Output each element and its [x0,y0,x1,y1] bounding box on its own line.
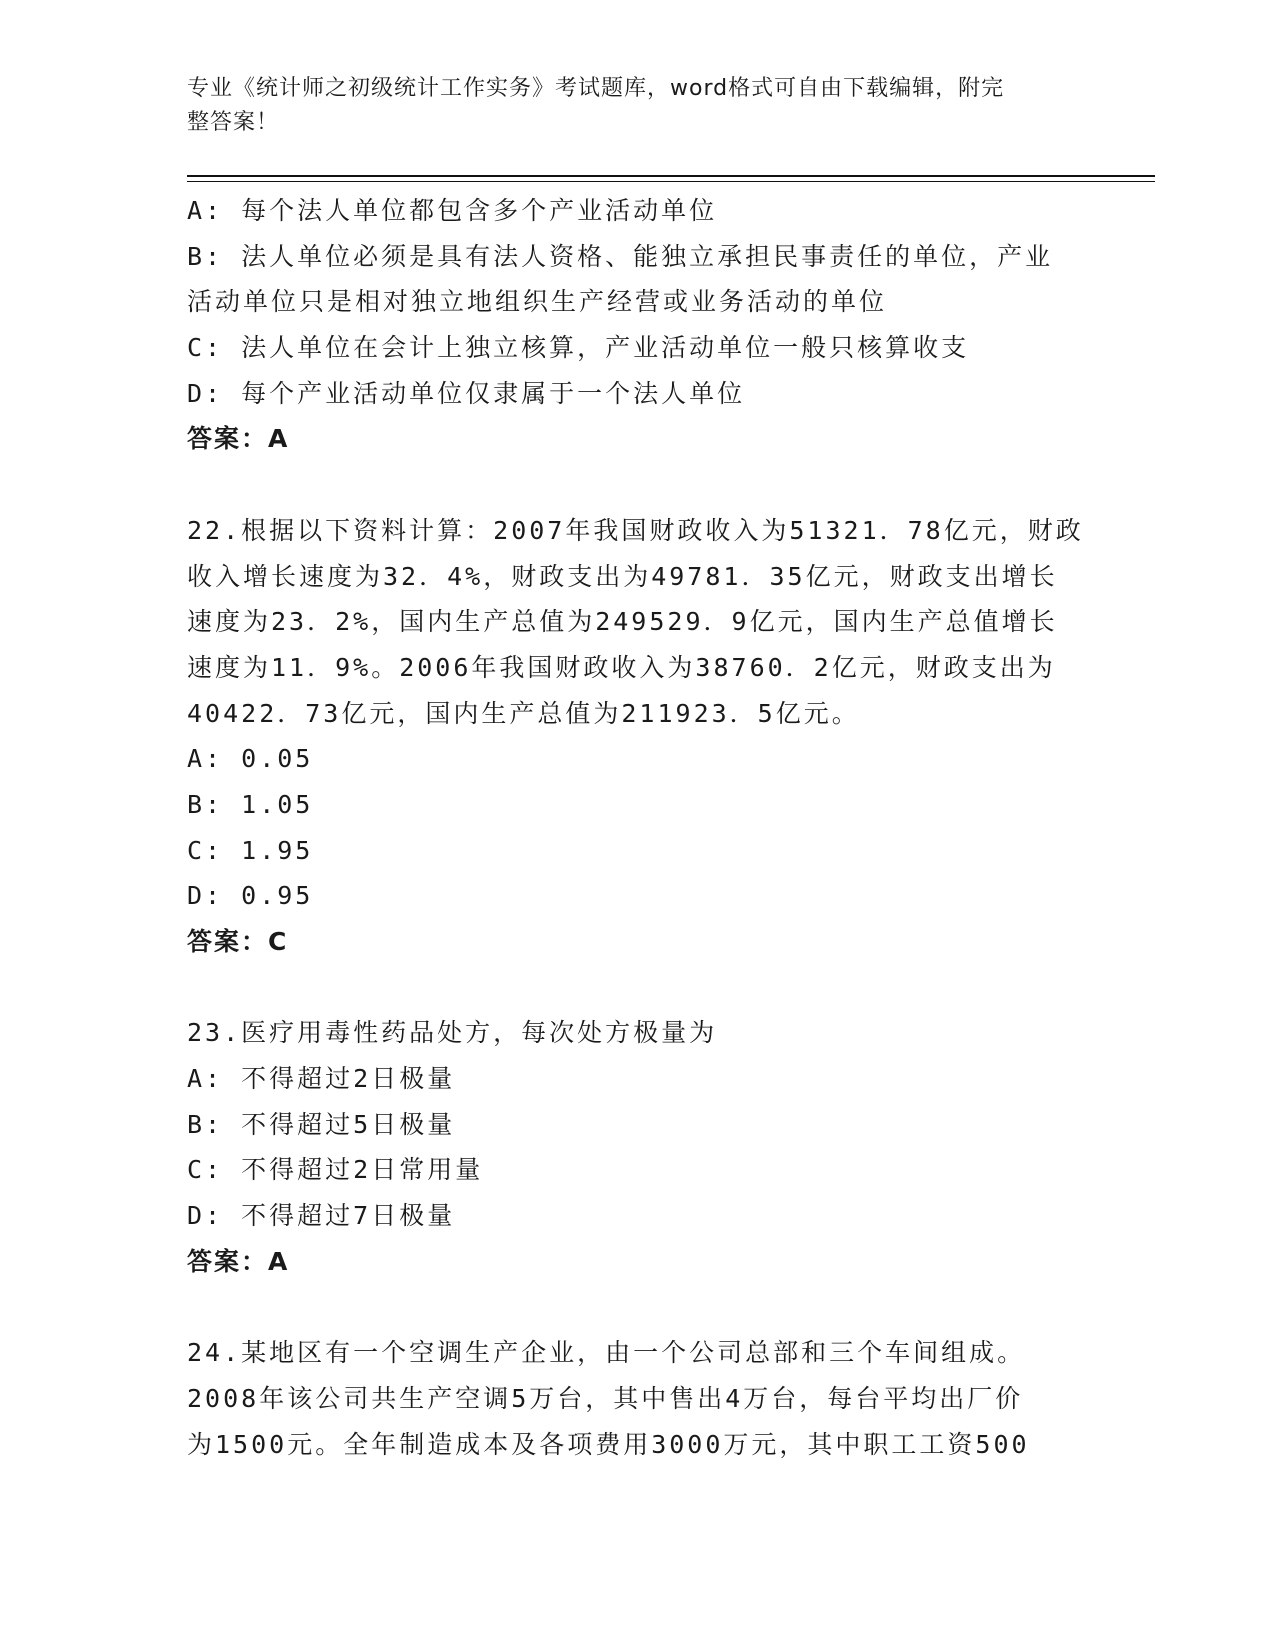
header-line-2: 整答案！ [187,110,280,135]
q21-option-b-line-1: B: 法人单位必须是具有法人资格、能独立承担民事责任的单位，产业 [187,241,1054,271]
q22-stem-line-5: 40422．73亿元，国内生产总值为211923．5亿元。 [187,698,860,728]
q24-stem-line-2: 2008年该公司共生产空调5万台，其中售出4万台，每台平均出厂价 [187,1383,1024,1413]
question-content [187,188,1087,1467]
header-divider-thin [187,181,1155,182]
q22-stem-line-4: 速度为11．9%。2006年我国财政收入为38760．2亿元，财政支出为 [187,652,1056,682]
q22-option-a: A: 0.05 [187,744,314,774]
spacer [187,462,1087,508]
page-header [187,72,1087,140]
q21-option-d: D: 每个产业活动单位仅隶属于一个法人单位 [187,378,746,408]
q23-option-b: B: 不得超过5日极量 [187,1109,456,1139]
q21-option-a: A: 每个法人单位都包含多个产业活动单位 [187,196,718,225]
q22-option-d: D: 0.95 [187,881,314,911]
q22-stem-line-3: 速度为23．2%，国内生产总值为249529．9亿元，国内生产总值增长 [187,607,1058,637]
q22-stem-line-2: 收入增长速度为32．4%，财政支出为49781．35亿元，财政支出增长 [187,561,1058,591]
question-21-block [187,188,1087,462]
header-line-1: 专业《统计师之初级统计工作实务》考试题库，word格式可自由下载编辑，附完 [187,76,1005,101]
q21-option-c: C: 法人单位在会计上独立核算，产业活动单位一般只核算收支 [187,333,970,363]
q23-answer: 答案：A [187,1246,290,1276]
spacer [187,965,1087,1011]
q21-option-b-line-2: 活动单位只是相对独立地组织生产经营或业务活动的单位 [187,287,888,317]
q23-option-d: D: 不得超过7日极量 [187,1201,456,1231]
question-23-block [187,1010,1087,1284]
q24-stem-line-1: 24.某地区有一个空调生产企业，由一个公司总部和三个车间组成。 [187,1338,1026,1368]
q22-option-b: B: 1.05 [187,789,314,819]
q21-answer: 答案：A [187,424,290,454]
q24-stem-line-3: 为1500元。全年制造成本及各项费用3000万元，其中职工工资500 [187,1429,1030,1459]
header-divider-thick [187,175,1155,177]
q22-option-c: C: 1.95 [187,835,314,865]
question-24-block [187,1330,1087,1467]
q23-option-c: C: 不得超过2日常用量 [187,1155,484,1185]
question-22-block [187,508,1087,965]
q22-stem-line-1: 22.根据以下资料计算：2007年我国财政收入为51321．78亿元，财政 [187,515,1084,545]
q22-answer: 答案：C [187,927,289,956]
spacer [187,1285,1087,1331]
q23-option-a: A: 不得超过2日极量 [187,1064,456,1094]
q23-stem: 23.医疗用毒性药品处方，每次处方极量为 [187,1018,718,1048]
